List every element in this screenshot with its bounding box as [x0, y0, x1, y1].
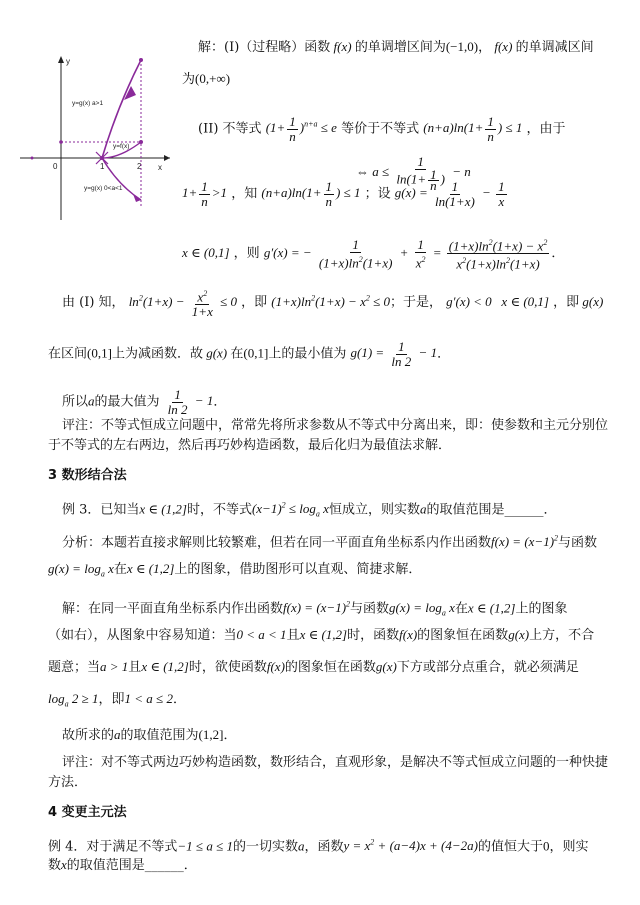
sol3-text-2b: 且	[286, 628, 300, 643]
math-gx-log: $g(x) = \log_a x$	[48, 561, 114, 579]
sol3-text-2c: 时，函数	[347, 628, 400, 643]
math-gprime: g′(x) = − $\frac{1}{(1+x)\ln^2(1+x)}$ + $\frac{1}{x^2}$ = $\frac{(1+x)\ln^2(1+x) - x^2}{x^2(1+x)\ln^2(1+x)}$	[263, 236, 548, 272]
math-a-2: a	[419, 501, 427, 517]
ans3-text-b: 的取值范围为	[120, 728, 199, 743]
sol3-text-1d: 上的图象	[515, 601, 568, 617]
math-a: a	[88, 393, 95, 409]
p4-line: x ∈ (0,1] ，则 g′(x) = − $\frac{1}{(1+x)\ln^2(1+x)}$ + $\frac{1}{x^2}$ = $\frac{(1+x)\ln^2(1+x) - x^2}{x^2(1+x)\ln^2(1+x)}$ ．	[182, 236, 565, 272]
ex3-text-a: 例 3．已知当	[62, 502, 140, 518]
sol3-line3	[48, 658, 579, 677]
p6-text-d: 上的最小值为	[268, 346, 347, 362]
p3-text-b: ；设	[364, 186, 391, 202]
analysis-line1	[62, 530, 597, 552]
sol3-text-4a: ，即	[98, 692, 125, 707]
sol3-text-2d: 的图象恒在函数	[417, 628, 509, 643]
math-a-range: −1 ≤ a ≤ 1	[177, 838, 233, 854]
section4-heading: 4 变更主元法	[48, 805, 127, 820]
p2-text-c: ，由于	[526, 121, 566, 137]
math-zero: 0	[543, 838, 550, 854]
p1-text-a: 解：(I)（过程略）函数	[198, 40, 331, 55]
math-gx-2: g(x)	[202, 345, 231, 361]
p2-text-a: (II) 不等式	[198, 121, 262, 137]
math-range-12: (1,2]	[198, 727, 224, 742]
math-log-a2: $\log_a 2 \ge 1$	[48, 691, 99, 709]
math-gx-3: g(x)	[508, 627, 530, 642]
math-x-in: x ∈ (0,1]	[182, 244, 230, 260]
sol3-text-3a: 题意；当	[48, 660, 101, 675]
function-graph-figure	[10, 50, 180, 225]
sol3-text-2e: 上方，不合	[529, 628, 595, 643]
math-ineq-4: $(1+x)\ln^2(1+x) - x^2 \le 0$	[271, 293, 390, 310]
math-x: x	[61, 857, 67, 872]
ex4-text-g: 的取值范围是______．	[66, 858, 197, 873]
math-a-3: a	[114, 727, 121, 742]
sol3-text-1b: 与函数	[350, 601, 390, 617]
p7-text-b: 的最大值为	[94, 394, 160, 410]
math-gx-def: g(x) = $\frac{1}{\ln(1+x)}$ − $\frac{1}{x}$	[394, 179, 505, 209]
sol3-text-3c: 时，欲使函数	[188, 660, 267, 675]
ex4-text-e: ，则实	[549, 839, 589, 855]
math-ln2-ineq: $\ln^2(1+x)$ − $\frac{x^2}{1+x}$ ≤ 0	[128, 289, 237, 320]
math-a-gt-1: a > 1	[100, 659, 129, 674]
math-x-12-e: x ∈ (1,2]	[141, 659, 189, 674]
math-ineq-1: (1+ $\frac{1}{n}$ )$^{n+a}$ ≤ e	[265, 114, 337, 144]
p5-text-b: ，即	[241, 295, 268, 311]
ex4-text-d: 的值恒大于	[477, 839, 543, 855]
interval-01-b: (0,1]	[243, 345, 269, 361]
p1-text-b: 的单调增区间为	[354, 40, 446, 55]
p3-line	[182, 180, 509, 209]
ans3-line: 故所求的a的取值范围为(1,2]．	[62, 727, 237, 743]
analysis-line2	[48, 560, 421, 584]
ex4-text-a: 例 4．对于满足不等式	[48, 839, 178, 855]
section3-heading: 3 数形结合法	[48, 468, 127, 483]
math-g1: g(1) = $\frac{1}{\ln 2}$ − 1	[350, 339, 438, 369]
math-fx-4: f(x)	[266, 659, 285, 674]
sol3-text-3b: 且	[128, 660, 142, 675]
p6-text-a: 在区间	[48, 346, 88, 362]
ex3-text-d: 的取值范围是______．	[426, 502, 557, 518]
analysis-text-2a: 在	[113, 562, 127, 577]
math-x-12: x ∈ (1,2]	[139, 501, 187, 517]
p6-text-b: 上为减函数．故	[111, 346, 203, 362]
p6-text-c: 在	[230, 346, 244, 362]
interval-dec: (0,+∞)	[195, 71, 231, 86]
math-fx: f(x)	[330, 39, 355, 54]
comment2-line1: 评注：对不等式两边巧妙构造函数，数形结合，直观形象，是解决不等式恒成立问题的一种快捷	[62, 755, 609, 770]
math-gx: g(x)	[579, 294, 604, 310]
interval-inc: (−1,0)	[445, 39, 479, 54]
tick-1-label: 1	[100, 162, 105, 171]
math-fx-def-2: $f(x) = (x-1)^2$	[283, 600, 351, 616]
sol3-text-3d: 的图象恒在函数	[284, 660, 376, 675]
p5-text-d: ，即	[553, 295, 580, 311]
ex4-text-f: 数	[48, 858, 62, 873]
math-gprime-neg: g′(x) < 0 x ∈ (0,1]	[446, 294, 549, 310]
math-x-12-b: x ∈ (1,2]	[126, 561, 175, 576]
label-g-upper: y=g(x) a>1	[72, 100, 104, 107]
analysis-text-2b: 上的图象，借助图形可以直观、简捷求解．	[174, 562, 422, 577]
sol3-text-2a: （如右），从图象中容易知道：当	[48, 628, 237, 643]
ex4-line2	[48, 856, 197, 875]
origin-label: 0	[53, 162, 58, 171]
sol3-line1	[62, 596, 567, 623]
label-g-lower: y=g(x) 0<a<1	[84, 185, 123, 192]
sol3-text-1a: 解：在同一平面直角坐标系内作出函数	[62, 601, 284, 617]
p7-line: 所以a的最大值为 $\frac{1}{\ln 2}$ − 1．	[62, 387, 227, 417]
math-1a2: 1 < a ≤ 2	[124, 691, 173, 706]
p5-text-a: 由 (I) 知，	[62, 295, 125, 311]
axis-y-label: y	[66, 57, 70, 66]
comment1-line1: 评注：不等式恒成立问题中，常常先将所求参数从不等式中分离出来，即：使参数和主元分别位	[62, 418, 609, 433]
ans3-text-a: 故所求的	[62, 728, 115, 743]
p3-text-a: ，知	[231, 186, 258, 202]
math-y-def: $y = x^2 + (a-4)x + (4-2a)$	[343, 838, 478, 854]
sol3-line2	[48, 626, 594, 645]
math-equiv: ⇔ a ≤ 1 ln(1+ $\frac{1}{n}$ ) − n	[356, 154, 471, 193]
math-a-4: a	[297, 838, 305, 854]
math-ineq-3: (n+a)ln(1+ $\frac{1}{n}$ ) ≤ 1	[261, 179, 361, 209]
ex4-text-c: ，函数	[304, 839, 344, 855]
p7-text-a: 所以	[62, 394, 89, 410]
sol3-line4: $\log_a 2 \ge 1$，即1 < a ≤ 2．	[48, 691, 186, 709]
math-gx-log-2: $g(x) = \log_a x$	[389, 600, 455, 618]
analysis-text-1: 分析：本题若直接求解则比较繁难，但若在同一平面直角坐标系内作出函数	[62, 535, 492, 551]
p2-line	[198, 115, 566, 144]
sol3-text-3e: 下方或部分点重合，就必须满足	[396, 660, 579, 675]
math-fx-3: f(x)	[399, 627, 418, 642]
p4-text-a: ，则	[233, 245, 260, 261]
math-0a1: 0 < a < 1	[236, 627, 287, 642]
analysis-text-1b: 与函数	[558, 535, 598, 551]
ex4-line1	[48, 834, 589, 856]
math-ineq-ex3: $(x-1)^2 \le \log_a x$	[251, 501, 329, 519]
math-x-12-d: x ∈ (1,2]	[299, 627, 348, 642]
comment2-line2: 方法．	[48, 775, 88, 790]
interval-01: (0,1]	[87, 345, 112, 361]
tick-2-label: 2	[137, 162, 142, 171]
math-gx-4: g(x)	[375, 659, 397, 674]
math-1-plus-1n: 1+ $\frac{1}{n}$ >1	[182, 179, 228, 209]
p1-text-d: 为	[182, 72, 196, 87]
math-x-12-c: x ∈ (1,2]	[467, 600, 516, 616]
ex3-line	[62, 497, 556, 524]
axis-x-label: x	[158, 163, 162, 172]
label-f: y=f(x)	[113, 143, 130, 150]
ex3-text-b: 时，不等式	[186, 502, 252, 518]
math-fx-2: f(x)	[491, 39, 516, 54]
math-max: $\frac{1}{\ln 2}$ − 1	[167, 387, 214, 417]
p1-text-c: 的单调减区间	[515, 40, 594, 55]
p1-line2	[182, 70, 230, 89]
p6-line: 在区间(0,1]上为减函数．故 g(x) 在(0,1]上的最小值为 g(1) = $\frac{1}{\ln 2}$ − 1．	[48, 339, 451, 369]
ex3-text-c: 恒成立，则实数	[328, 502, 420, 518]
p5-text-c: ；于是，	[389, 295, 442, 311]
p2-text-b: 等价于不等式	[341, 121, 420, 137]
sol3-text-1c: 在	[454, 601, 468, 617]
comment1-line2: 于不等式的左右两边，然后再巧妙构造函数，最后化归为最值法求解．	[48, 438, 452, 453]
p1-line1: 解：(I)（过程略）函数 f(x) 的单调增区间为(−1,0)， f(x) 的单调减区间	[198, 39, 594, 55]
p5-line	[62, 287, 603, 319]
ex4-text-b: 的一切实数	[232, 839, 298, 855]
math-fx-def: $f(x) = (x-1)^2$	[491, 534, 559, 550]
math-ineq-2: (n+a)ln(1+ $\frac{1}{n}$ ) ≤ 1	[423, 114, 523, 144]
